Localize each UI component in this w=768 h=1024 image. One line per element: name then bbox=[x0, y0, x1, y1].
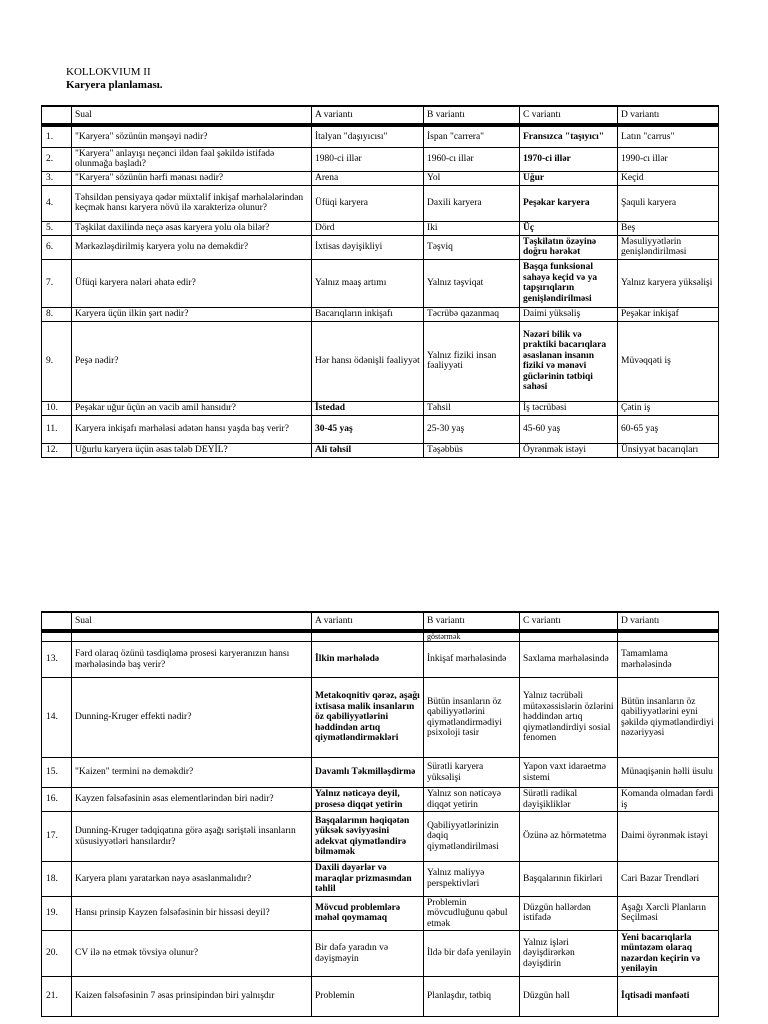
option-d-cell: Daimi öyrənmək istəyi bbox=[618, 812, 719, 862]
option-b-cell: İspan "carrera" bbox=[424, 125, 520, 147]
option-b-cell: Yalnız son nəticəyə diqqət yetirin bbox=[424, 788, 520, 812]
option-a-cell: İlkin mərhələdə bbox=[312, 642, 424, 678]
option-b-cell: Təşəbbüs bbox=[424, 443, 520, 457]
option-d-cell: Komanda olmadan fərdi iş bbox=[618, 788, 719, 812]
option-b-cell: Təhsil bbox=[424, 401, 520, 415]
row-number: 13. bbox=[42, 642, 72, 678]
option-b-cell: Problemin mövcudluğunu qəbul etmək bbox=[424, 896, 520, 931]
option-d-cell: Tamamlama mərhələsində bbox=[618, 642, 719, 678]
option-d-cell: Ünsiyyət bacarıqları bbox=[618, 443, 719, 457]
question-cell: Kayzen fəlsəfəsinin əsas elementlərindən biri nədir? bbox=[72, 788, 312, 812]
option-a-cell: Arena bbox=[312, 171, 424, 185]
option-c-cell: 1970-ci illər bbox=[520, 147, 618, 171]
row-number: 14. bbox=[42, 678, 72, 758]
row-number: 20. bbox=[42, 931, 72, 977]
option-d-cell: Münaqişənin həlli üsulu bbox=[618, 758, 719, 788]
option-b-cell: Bütün insanların öz qabiliyyətlərini qiymətləndirmədiyi psixoloji təsir bbox=[424, 678, 520, 758]
option-c-cell: Saxlama mərhələsində bbox=[520, 642, 618, 678]
option-c-cell: Daimi yüksəliş bbox=[520, 307, 618, 321]
carry-over-cell bbox=[618, 631, 719, 642]
column-header: C variantı bbox=[520, 106, 618, 125]
option-c-cell: Başqa funksional sahəyə keçid və ya tapşırıqların genişləndirilməsi bbox=[520, 259, 618, 307]
table-row bbox=[42, 758, 719, 788]
option-a-cell: Problemin bbox=[312, 977, 424, 1017]
row-number: 8. bbox=[42, 307, 72, 321]
option-c-cell: Özünə az hörmətetmə bbox=[520, 812, 618, 862]
question-cell: Karyera inkişafı mərhələsi adətən hansı yaşda baş verir? bbox=[72, 415, 312, 443]
option-c-cell: Yapon vaxt idarəetmə sistemi bbox=[520, 758, 618, 788]
table-row bbox=[42, 812, 719, 862]
table-row bbox=[42, 259, 719, 307]
question-cell: "Karyera" anlayışı neçənci ildən fəal şəkildə istifadə olunmağa başladı? bbox=[72, 147, 312, 171]
option-a-cell: 30-45 yaş bbox=[312, 415, 424, 443]
option-a-cell: İtalyan "daşıyıcısı" bbox=[312, 125, 424, 147]
question-cell: "Kaizen" termini nə deməkdir? bbox=[72, 758, 312, 788]
option-d-cell: İqtisadi mənfəəti bbox=[618, 977, 719, 1017]
question-cell: CV ilə nə etmək tövsiyə olunur? bbox=[72, 931, 312, 977]
table-row bbox=[42, 862, 719, 897]
option-d-cell: Beş bbox=[618, 221, 719, 235]
option-a-cell: Yalnız nəticəyə deyil, prosesə diqqət yetirin bbox=[312, 788, 424, 812]
table-row bbox=[42, 185, 719, 221]
option-a-cell: Bir dəfə yaradın və dəyişməyin bbox=[312, 931, 424, 977]
option-b-cell: 1960-cı illər bbox=[424, 147, 520, 171]
question-cell: Dunning-Kruger effekti nədir? bbox=[72, 678, 312, 758]
option-c-cell: 45-60 yaş bbox=[520, 415, 618, 443]
table-row bbox=[42, 977, 719, 1017]
question-cell: Üfüqi karyera nələri əhatə edir? bbox=[72, 259, 312, 307]
option-a-cell: Mövcud problemlərə məhəl qoymamaq bbox=[312, 896, 424, 931]
option-b-cell: Yol bbox=[424, 171, 520, 185]
option-d-cell: Peşəkar inkişaf bbox=[618, 307, 719, 321]
table-row bbox=[42, 235, 719, 259]
column-header: D variantı bbox=[618, 106, 719, 125]
question-cell: Fərd olaraq özünü təsdiqləmə prosesi karyeranızın hansı mərhələsində baş verir? bbox=[72, 642, 312, 678]
carry-over-cell bbox=[42, 631, 72, 642]
option-b-cell: İldə bir dəfə yeniləyin bbox=[424, 931, 520, 977]
carry-over-cell bbox=[312, 631, 424, 642]
option-c-cell: Düzgün həllərdən istifadə bbox=[520, 896, 618, 931]
option-d-cell: Keçid bbox=[618, 171, 719, 185]
table-row bbox=[42, 642, 719, 678]
column-header: C variantı bbox=[520, 612, 618, 631]
question-cell: "Karyera" sözünün hərfi mənası nədir? bbox=[72, 171, 312, 185]
option-a-cell: Metakoqnitiv qərəz, aşağı ixtisasa malik insanların öz qabiliyyətlərini həddindən artıq qiymətləndirməkləri bbox=[312, 678, 424, 758]
option-b-cell: Iki bbox=[424, 221, 520, 235]
row-number: 11. bbox=[42, 415, 72, 443]
question-cell: Karyera üçün ilkin şərt nədir? bbox=[72, 307, 312, 321]
option-a-cell: İstedad bbox=[312, 401, 424, 415]
option-c-cell: Fransızca "taşıyıcı" bbox=[520, 125, 618, 147]
option-b-cell: 25-30 yaş bbox=[424, 415, 520, 443]
question-cell: Mərkəzləşdirilmiş karyera yolu nə deməkdir? bbox=[72, 235, 312, 259]
option-a-cell: 1980-ci illər bbox=[312, 147, 424, 171]
carry-over-cell: göstərmək bbox=[424, 631, 520, 642]
option-b-cell: Sürətli karyera yüksəlişi bbox=[424, 758, 520, 788]
questions-table-1 bbox=[41, 105, 719, 458]
document-title: KOLLOKVIUM II bbox=[66, 66, 151, 78]
option-c-cell: Nəzəri bilik və praktiki bacarıqlara əsaslanan insanın fiziki və mənəvi güclərinin tətbiqi sahəsi bbox=[520, 321, 618, 401]
column-header: B variantı bbox=[424, 612, 520, 631]
option-b-cell: Yalnız təşviqat bbox=[424, 259, 520, 307]
column-header: Sual bbox=[72, 106, 312, 125]
option-c-cell: Başqalarının fikirləri bbox=[520, 862, 618, 897]
table-row bbox=[42, 443, 719, 457]
table-row bbox=[42, 221, 719, 235]
question-cell: Uğurlu karyera üçün əsas tələb DEYİL? bbox=[72, 443, 312, 457]
option-a-cell: Dörd bbox=[312, 221, 424, 235]
row-number: 10. bbox=[42, 401, 72, 415]
option-c-cell: Təşkilatın özəyinə doğru hərəkət bbox=[520, 235, 618, 259]
option-b-cell: Yalnız maliyyə perspektivləri bbox=[424, 862, 520, 897]
row-number: 6. bbox=[42, 235, 72, 259]
option-a-cell: Üfüqi karyera bbox=[312, 185, 424, 221]
option-c-cell: Öyrənmək istəyi bbox=[520, 443, 618, 457]
option-a-cell: İxtisas dəyişikliyi bbox=[312, 235, 424, 259]
option-c-cell: Düzgün həll bbox=[520, 977, 618, 1017]
option-a-cell: Ali təhsil bbox=[312, 443, 424, 457]
option-b-cell: Təcrübə qazanmaq bbox=[424, 307, 520, 321]
question-cell: "Karyera" sözünün mənşəyi nədir? bbox=[72, 125, 312, 147]
question-cell: Peşə nədir? bbox=[72, 321, 312, 401]
option-d-cell: Çətin iş bbox=[618, 401, 719, 415]
carry-over-cell bbox=[72, 631, 312, 642]
option-a-cell: Bacarıqların inkişafı bbox=[312, 307, 424, 321]
option-b-cell: Yalnız fiziki insan fəaliyyəti bbox=[424, 321, 520, 401]
option-b-cell: Qabiliyyətlərinizin dəqiq qiymətləndirilməsi bbox=[424, 812, 520, 862]
option-b-cell: Təşviq bbox=[424, 235, 520, 259]
carry-over-row bbox=[42, 631, 719, 642]
table-row bbox=[42, 147, 719, 171]
row-number: 1. bbox=[42, 125, 72, 147]
question-cell: Peşəkar uğur üçün ən vacib amil hansıdır? bbox=[72, 401, 312, 415]
table-row bbox=[42, 307, 719, 321]
option-d-cell: Şaquli karyera bbox=[618, 185, 719, 221]
question-cell: Hansı prinsip Kayzen fəlsəfəsinin bir hissəsi deyil? bbox=[72, 896, 312, 931]
row-number: 19. bbox=[42, 896, 72, 931]
option-b-cell: Daxili karyera bbox=[424, 185, 520, 221]
question-cell: Təhsildən pensiyaya qədər müxtəlif inkişaf mərhələlərindən keçmək hansı karyera növü ilə xarakterizə olunur? bbox=[72, 185, 312, 221]
row-number: 2. bbox=[42, 147, 72, 171]
option-d-cell: Yalnız karyera yüksəlişi bbox=[618, 259, 719, 307]
table-row bbox=[42, 171, 719, 185]
option-c-cell: Peşəkar karyera bbox=[520, 185, 618, 221]
option-c-cell: Sürətli radikal dəyişikliklər bbox=[520, 788, 618, 812]
document-subtitle: Karyera planlaması. bbox=[66, 79, 163, 91]
column-header: A variantı bbox=[312, 612, 424, 631]
option-a-cell: Başqalarının həqiqətən yüksək səviyyəsini adekvat qiymətləndirə bilməmək bbox=[312, 812, 424, 862]
table-row bbox=[42, 678, 719, 758]
table-header-row bbox=[42, 106, 719, 125]
question-cell: Dunning-Kruger tədqiqatına görə aşağı səriştəli insanların xüsusiyyətləri hansılardır? bbox=[72, 812, 312, 862]
column-header: D variantı bbox=[618, 612, 719, 631]
row-number: 18. bbox=[42, 862, 72, 897]
option-a-cell: Yalnız maaş artımı bbox=[312, 259, 424, 307]
option-d-cell: Müvəqqəti iş bbox=[618, 321, 719, 401]
option-a-cell: Hər hansı ödənişli fəaliyyət bbox=[312, 321, 424, 401]
table-row bbox=[42, 896, 719, 931]
column-header bbox=[42, 106, 72, 125]
row-number: 7. bbox=[42, 259, 72, 307]
row-number: 12. bbox=[42, 443, 72, 457]
column-header: A variantı bbox=[312, 106, 424, 125]
row-number: 4. bbox=[42, 185, 72, 221]
table-row bbox=[42, 321, 719, 401]
option-d-cell: Bütün insanların öz qabiliyyətlərini eyni şəkildə qiymətləndirdiyi nəzəriyyəsi bbox=[618, 678, 719, 758]
option-c-cell: Üç bbox=[520, 221, 618, 235]
table-row bbox=[42, 125, 719, 147]
question-cell: Təşkilat daxilində neçə əsas karyera yolu ola bilər? bbox=[72, 221, 312, 235]
column-header bbox=[42, 612, 72, 631]
row-number: 21. bbox=[42, 977, 72, 1017]
option-d-cell: Aşağı Xərcli Planların Seçilməsi bbox=[618, 896, 719, 931]
questions-table-2 bbox=[41, 611, 719, 1017]
row-number: 17. bbox=[42, 812, 72, 862]
row-number: 15. bbox=[42, 758, 72, 788]
table-row bbox=[42, 415, 719, 443]
option-b-cell: Planlaşdır, tətbiq bbox=[424, 977, 520, 1017]
option-a-cell: Davamlı Təkmilləşdirmə bbox=[312, 758, 424, 788]
row-number: 9. bbox=[42, 321, 72, 401]
option-d-cell: Latın "carrus" bbox=[618, 125, 719, 147]
option-c-cell: Uğur bbox=[520, 171, 618, 185]
option-b-cell: İnkişaf mərhələsində bbox=[424, 642, 520, 678]
column-header: B variantı bbox=[424, 106, 520, 125]
row-number: 3. bbox=[42, 171, 72, 185]
option-c-cell: Yalnız işləri dəyişdirərkən dəyişdirin bbox=[520, 931, 618, 977]
option-d-cell: 1990-cı illər bbox=[618, 147, 719, 171]
row-number: 5. bbox=[42, 221, 72, 235]
option-d-cell: Yeni bacarıqlarla müntəzəm olaraq nəzərdən keçirin və yeniləyin bbox=[618, 931, 719, 977]
option-d-cell: 60-65 yaş bbox=[618, 415, 719, 443]
table-row bbox=[42, 788, 719, 812]
table-header-row bbox=[42, 612, 719, 631]
option-c-cell: İş təcrübəsi bbox=[520, 401, 618, 415]
table-row bbox=[42, 931, 719, 977]
table-row bbox=[42, 401, 719, 415]
option-d-cell: Məsuliyyətlərin genişləndirilməsi bbox=[618, 235, 719, 259]
option-a-cell: Daxili dəyərlər və maraqlar prizmasından təhlil bbox=[312, 862, 424, 897]
row-number: 16. bbox=[42, 788, 72, 812]
question-cell: Kaizen fəlsəfəsinin 7 əsas prinsipindən biri yalnışdır bbox=[72, 977, 312, 1017]
option-d-cell: Cari Bazar Trendləri bbox=[618, 862, 719, 897]
question-cell: Karyera planı yaratarkən nəyə əsaslanmalıdır? bbox=[72, 862, 312, 897]
carry-over-cell bbox=[520, 631, 618, 642]
option-c-cell: Yalnız təcrübəli mütəxəssislərin özlərini həddindən artıq qiymətləndirdiyi sosial fenomen bbox=[520, 678, 618, 758]
column-header: Sual bbox=[72, 612, 312, 631]
